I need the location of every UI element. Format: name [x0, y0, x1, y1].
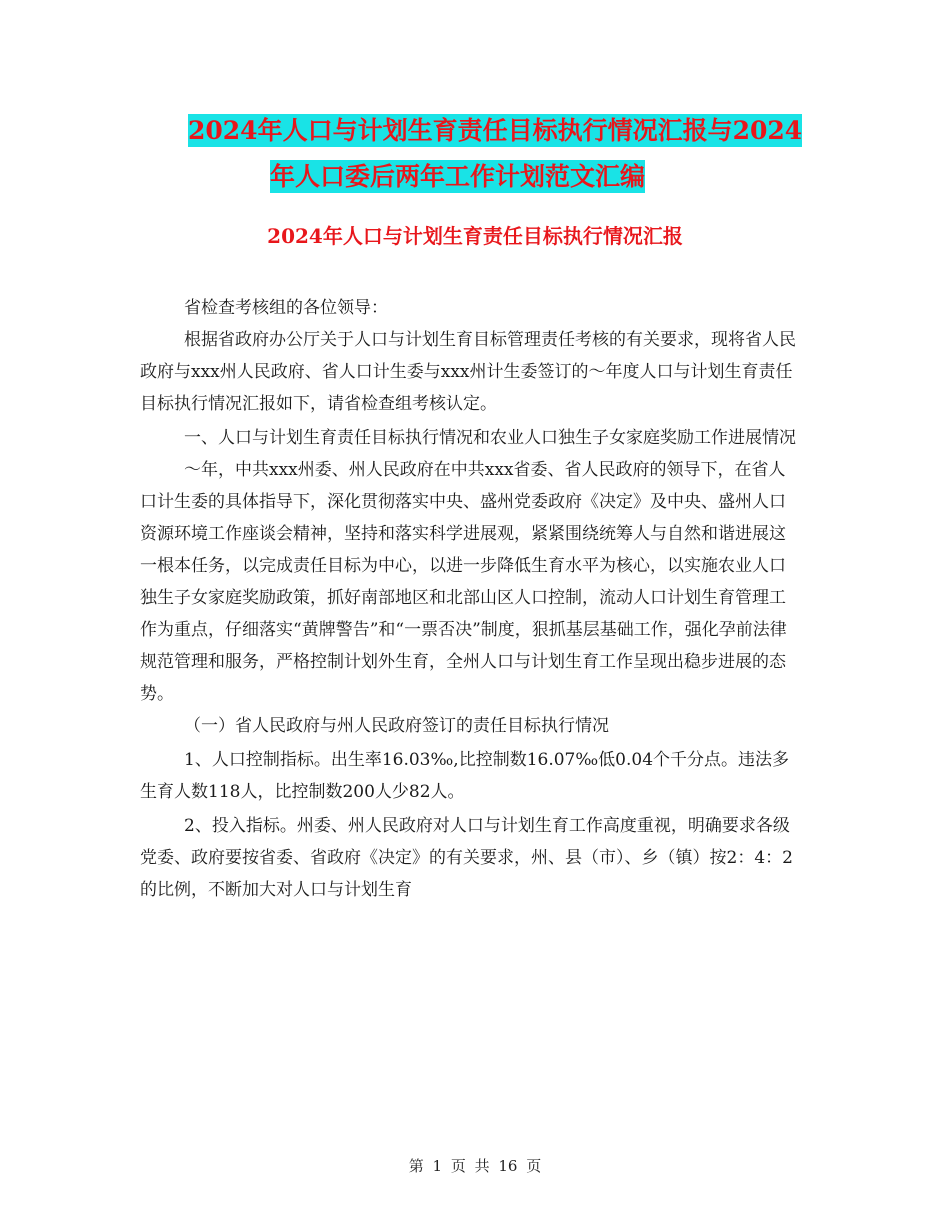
heading-level-2: （一）省人民政府与州人民政府签订的责任目标执行情况 — [184, 716, 609, 736]
page-footer: 第 1 页 共 16 页 — [408, 1157, 542, 1175]
heading-level-1: 一、人口与计划生育责任目标执行情况和农业人口独生子女家庭奖励工作进展情况 — [184, 428, 796, 448]
body-paragraph: ～年，中共xxx州委、州人民政府在中共xxx省委、省人民政府的领导下，在省人口计生委的具体指导下，深化贯彻落实中央、盛州党委政府《决定》及中央、盛州人口资源环境工作座谈会精神，坚持和落实科学进展观，紧紧围绕统筹人与自然和谐进展这一根本任务，以完成责任目标为中心，以进一步降低生育水平为核心，以实施农业人口独生子女家庭奖励政策，抓好南部地区和北部山区人口控制，流动人口计划生育管理工作为重点，仔细落实“黄牌警告”和“一票否决”制度，狠抓基层基础工作，强化孕前法律规范管理和服务，严格控制计划外生育，全州人口与计划生育工作呈现出稳步进展的态势。 — [140, 460, 787, 704]
body-paragraph: 2、投入指标。州委、州人民政府对人口与计划生育工作高度重视，明确要求各级党委、政府要按省委、省政府《决定》的有关要求，州、县（市）、乡（镇）按2：4：2的比例，不断加大对人口与计划生育 — [140, 816, 793, 900]
body-paragraph: 1、人口控制指标。出生率16.03‰,比控制数16.07‰低0.04个千分点。违法多生育人数118人，比控制数200人少82人。 — [140, 750, 790, 802]
body-paragraph: 根据省政府办公厅关于人口与计划生育目标管理责任考核的有关要求，现将省人民政府与xxx州人民政府、省人口计生委与xxx州计生委签订的～年度人口与计划生育责任目标执行情况汇报如下，请省检查组考核认定。 — [140, 330, 796, 414]
title-line-2: 年人口委后两年工作计划范文汇编 — [270, 162, 646, 191]
salutation: 省检查考核组的各位领导： — [184, 298, 388, 318]
document-title — [140, 108, 840, 200]
section-title: 2024年人口与计划生育责任目标执行情况汇报 — [267, 224, 683, 248]
document-body — [140, 292, 800, 906]
title-line-1: 2024年人口与计划生育责任目标执行情况汇报与2024 — [188, 116, 803, 145]
